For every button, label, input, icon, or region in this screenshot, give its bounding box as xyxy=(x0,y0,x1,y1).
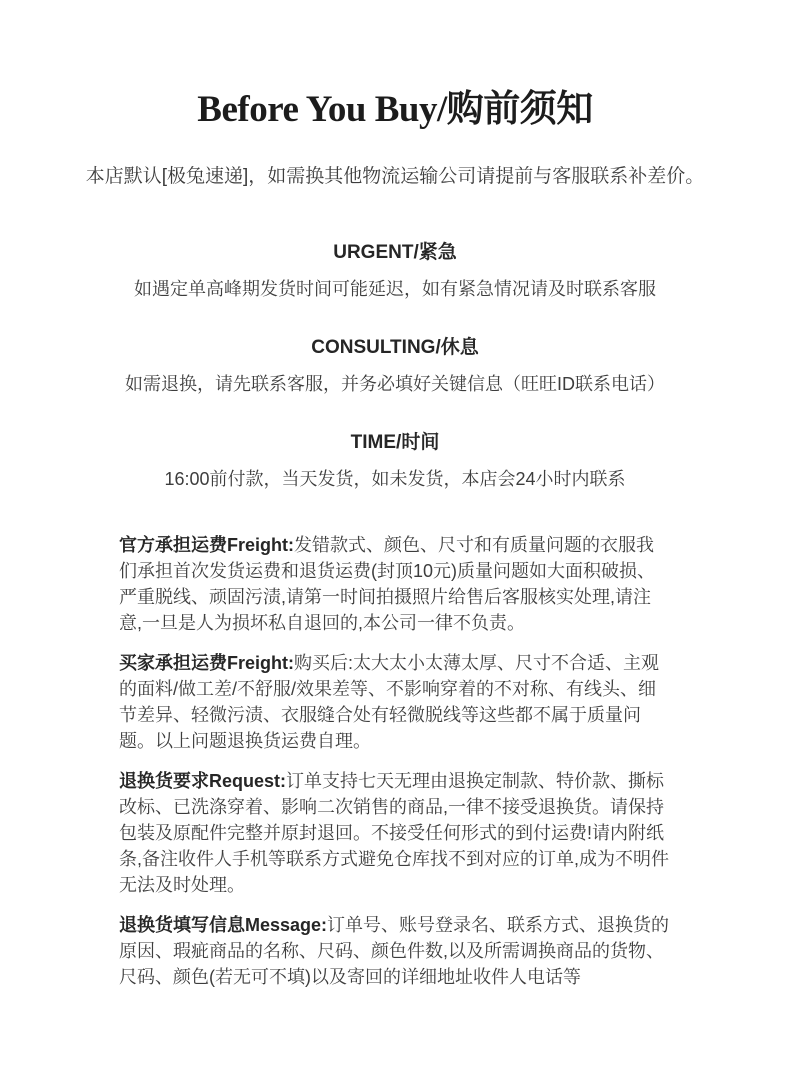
policy-return-message-label: 退换货填写信息Message: xyxy=(119,915,328,935)
policy-buyer-freight xyxy=(119,650,671,754)
policy-official-freight-text: 发错款式、颜色、尺寸和有质量问题的衣服我们承担首次发货运费和退货运费(封顶10元)质量问题如大面积破损、严重脱线、顽固污渍,请第一时间拍摄照片给售后客服核实处理,请注意,一旦是人为损坏私自退回的,本公司一律不负责。 xyxy=(119,535,656,633)
policy-official-freight xyxy=(119,532,671,636)
policy-return-request-text: 订单支持七天无理由退换定制款、特价款、撕标改标、已洗涤穿着、影响二次销售的商品,一律不接受退换货。请保持包装及原配件完整并原封退回。不接受任何形式的到付运费!请内附纸条,备注收件人手机等联系方式避免仓库找不到对应的订单,成为不明件无法及时处理。 xyxy=(119,771,669,895)
policy-official-freight-label: 官方承担运费Freight: xyxy=(119,535,294,555)
notice-urgent-body: 如遇定单高峰期发货时间可能延迟，如有紧急情况请及时联系客服 xyxy=(134,279,656,299)
notice-consulting-body: 如需退换，请先联系客服，并务必填好关键信息（旺旺ID联系电话） xyxy=(125,374,665,394)
policy-return-request-label: 退换货要求Request: xyxy=(119,771,287,791)
notice-consulting-heading: CONSULTING/休息 xyxy=(311,337,479,358)
page-title: Before You Buy/购前须知 xyxy=(197,89,593,130)
policy-return-message xyxy=(119,912,671,990)
policy-buyer-freight-label: 买家承担运费Freight: xyxy=(119,653,294,673)
notice-time xyxy=(0,431,790,492)
notice-consulting xyxy=(0,336,790,397)
policies-section xyxy=(119,532,671,990)
shipping-default-note: 本店默认[极兔速递]，如需换其他物流运输公司请提前与客服联系补差价。 xyxy=(85,166,705,187)
notice-time-heading: TIME/时间 xyxy=(350,432,440,453)
policy-return-message-text: 订单号、账号登录名、联系方式、退换货的原因、瑕疵商品的名称、尺码、颜色件数,以及所需调换商品的货物、尺码、颜色(若无可不填)以及寄回的详细地址收件人电话等 xyxy=(119,915,670,987)
policy-return-request xyxy=(119,768,671,898)
notice-time-body: 16:00前付款，当天发货，如未发货，本店会24小时内联系 xyxy=(164,469,626,489)
notices-section xyxy=(0,241,790,492)
notice-urgent xyxy=(0,241,790,302)
policy-buyer-freight-text: 购买后:太大太小太薄太厚、尺寸不合适、主观的面料/做工差/不舒服/效果差等、不影响穿着的不对称、有线头、细节差异、轻微污渍、衣服缝合处有轻微脱线等这些都不属于质量问题。以上问题退换货运费自理。 xyxy=(119,653,659,751)
notice-urgent-heading: URGENT/紧急 xyxy=(333,242,457,263)
